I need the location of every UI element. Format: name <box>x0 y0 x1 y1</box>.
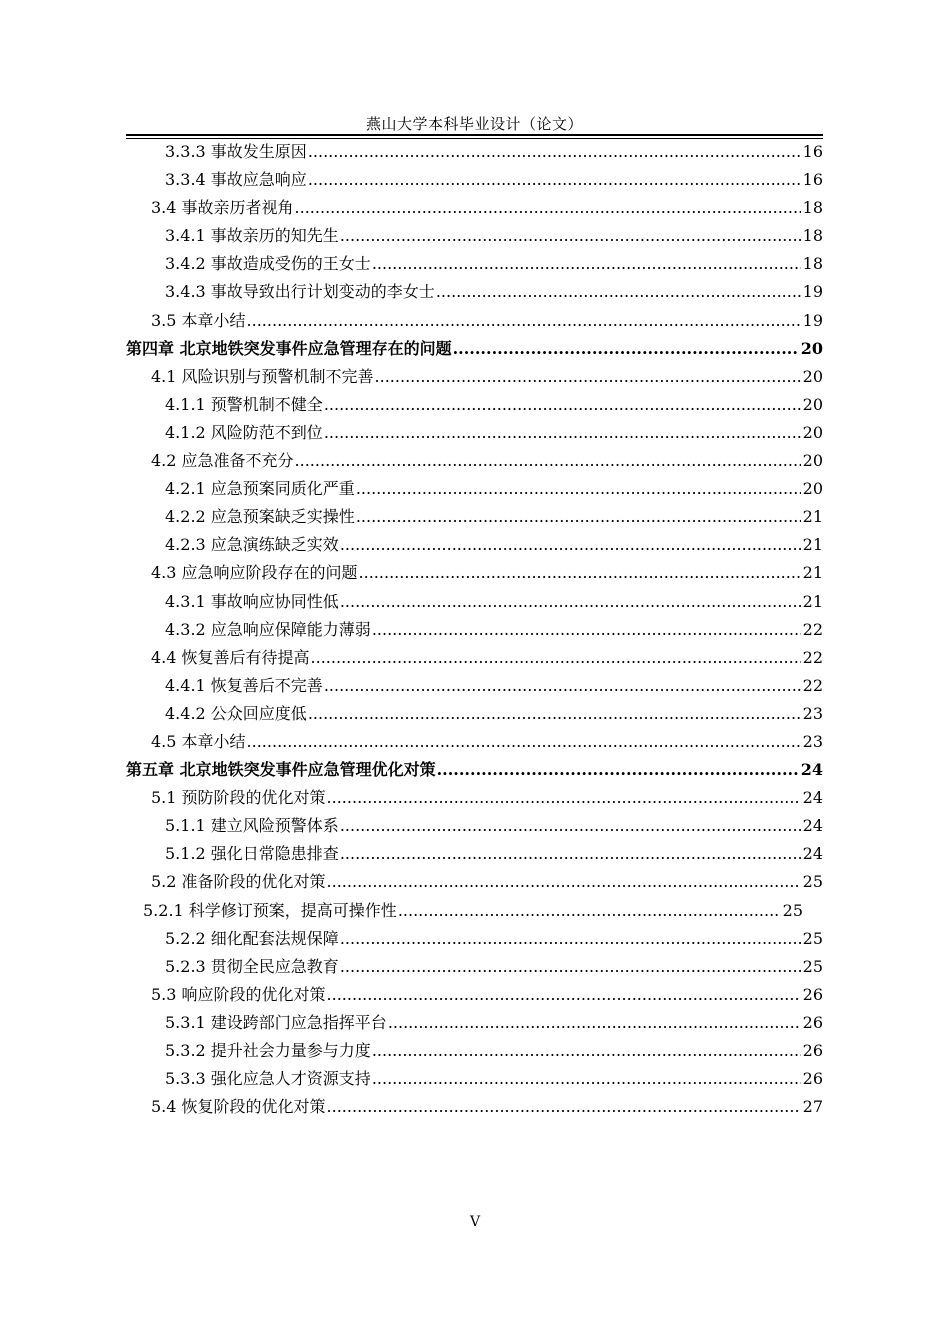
toc-entry[interactable] <box>126 138 823 166</box>
toc-entry-title: 4.3.2 应急响应保障能力薄弱 <box>165 619 371 639</box>
toc-entry-title: 5.1.2 强化日常隐患排查 <box>165 844 339 864</box>
toc-dot-leader <box>436 278 801 306</box>
toc-entry-title: 4.4 恢复善后有待提高 <box>151 647 310 667</box>
toc-entry-title: 5.3.2 提升社会力量参与力度 <box>165 1041 371 1060</box>
toc-dot-leader <box>327 981 801 1009</box>
toc-entry-title: 4.1.2 风险防范不到位 <box>165 422 323 442</box>
toc-dot-leader <box>324 672 801 700</box>
toc-entry-page: 27 <box>802 1097 823 1117</box>
toc-entry-title: 5.2.2 细化配套法规保障 <box>165 928 339 948</box>
toc-entry[interactable] <box>126 363 823 391</box>
toc-entry-title: 5.3.1 建设跨部门应急指挥平台 <box>165 1012 387 1032</box>
toc-dot-leader <box>308 138 801 166</box>
toc-dot-leader <box>308 700 801 728</box>
toc-dot-leader <box>388 1009 801 1037</box>
toc-entry-page: 16 <box>802 170 823 190</box>
toc-dot-leader <box>311 644 801 672</box>
toc-entry-page: 20 <box>800 338 823 358</box>
header-rule-thick <box>126 134 823 136</box>
toc-dot-leader <box>372 250 801 278</box>
toc-dot-leader <box>372 1065 801 1093</box>
toc-entry-page: 25 <box>802 872 823 892</box>
toc-entry[interactable] <box>126 672 823 700</box>
toc-entry-page: 18 <box>802 198 823 218</box>
toc-entry-page: 19 <box>802 310 823 330</box>
toc-entry-title: 5.2.1 科学修订预案，提高可操作性 <box>143 900 397 920</box>
toc-entry-title: 3.4.2 事故造成受伤的王女士 <box>165 254 371 274</box>
toc-dot-leader <box>295 447 801 475</box>
toc-entry[interactable] <box>126 644 823 672</box>
toc-dot-leader <box>340 840 801 868</box>
toc-entry-title: 5.1 预防阶段的优化对策 <box>151 788 326 808</box>
toc-entry[interactable] <box>126 391 823 419</box>
toc-entry[interactable] <box>126 1009 823 1037</box>
toc-dot-leader <box>327 784 801 812</box>
toc-dot-leader <box>327 1093 801 1121</box>
toc-dot-leader <box>308 166 801 194</box>
toc-dot-leader <box>247 728 801 756</box>
toc-entry-title: 4.2.2 应急预案缺乏实操性 <box>165 507 355 527</box>
toc-entry[interactable] <box>126 897 803 925</box>
toc-entry-page: 16 <box>802 142 823 161</box>
toc-dot-leader <box>340 925 801 953</box>
toc-entry-page: 20 <box>802 394 823 414</box>
toc-entry-title: 4.2.1 应急预案同质化严重 <box>165 479 355 499</box>
toc-entry-page: 26 <box>802 984 823 1004</box>
toc-entry-title: 3.4 事故亲历者视角 <box>151 198 294 218</box>
toc-entry[interactable] <box>126 1093 823 1121</box>
toc-entry-page: 18 <box>802 226 823 246</box>
toc-entry-page: 21 <box>802 535 823 555</box>
toc-entry-title: 4.3.1 事故响应协同性低 <box>165 591 339 611</box>
toc-dot-leader <box>437 756 799 784</box>
toc-entry-page: 25 <box>802 956 823 976</box>
toc-entry[interactable] <box>126 700 823 728</box>
toc-dot-leader <box>295 194 801 222</box>
toc-entry[interactable] <box>126 307 823 335</box>
toc-entry[interactable] <box>126 419 823 447</box>
toc-dot-leader <box>453 335 799 363</box>
toc-entry[interactable] <box>126 475 823 503</box>
toc-dot-leader <box>340 531 801 559</box>
toc-entry-title: 3.4.3 事故导致出行计划变动的李女士 <box>165 282 435 302</box>
toc-entry-page: 23 <box>802 731 823 751</box>
toc-entry-page: 18 <box>802 254 823 274</box>
toc-dot-leader <box>327 868 801 896</box>
toc-entry-page: 26 <box>802 1012 823 1032</box>
table-of-contents <box>126 138 823 1121</box>
toc-entry-page: 22 <box>802 619 823 639</box>
toc-entry-page: 26 <box>802 1069 823 1089</box>
toc-entry-page: 20 <box>802 479 823 499</box>
toc-entry-page: 24 <box>802 816 823 836</box>
toc-entry-title: 5.3.3 强化应急人才资源支持 <box>165 1069 371 1089</box>
toc-entry[interactable] <box>126 728 823 756</box>
toc-entry-title: 4.3 应急响应阶段存在的问题 <box>151 563 358 583</box>
toc-entry[interactable] <box>126 588 823 616</box>
toc-entry-page: 21 <box>802 507 823 527</box>
toc-dot-leader <box>372 1037 801 1065</box>
toc-dot-leader <box>398 897 781 925</box>
toc-entry-title: 5.2 准备阶段的优化对策 <box>151 872 326 892</box>
toc-dot-leader <box>356 503 801 531</box>
toc-dot-leader <box>359 559 801 587</box>
toc-entry-title: 4.2 应急准备不充分 <box>151 451 294 471</box>
toc-entry-title: 3.3.4 事故应急响应 <box>165 170 307 190</box>
toc-entry[interactable] <box>126 868 823 896</box>
toc-entry[interactable] <box>126 840 823 868</box>
toc-entry-page: 25 <box>782 900 803 920</box>
toc-entry[interactable] <box>126 222 823 250</box>
toc-entry[interactable] <box>126 756 823 784</box>
toc-entry-title: 5.4 恢复阶段的优化对策 <box>151 1097 326 1117</box>
toc-dot-leader <box>375 363 801 391</box>
toc-dot-leader <box>356 475 801 503</box>
toc-entry-page: 24 <box>802 844 823 864</box>
toc-entry-title: 4.1 风险识别与预警机制不完善 <box>151 366 374 386</box>
page-header-title: 燕山大学本科毕业设计（论文） <box>365 115 583 133</box>
toc-entry-page: 24 <box>802 788 823 808</box>
toc-entry[interactable] <box>126 166 823 194</box>
toc-entry-page: 22 <box>802 647 823 667</box>
toc-dot-leader <box>340 222 801 250</box>
toc-entry-title: 5.3 响应阶段的优化对策 <box>151 984 326 1004</box>
toc-entry[interactable] <box>126 447 823 475</box>
toc-entry[interactable] <box>126 812 823 840</box>
toc-entry[interactable] <box>126 194 823 222</box>
toc-entry-page: 20 <box>802 366 823 386</box>
toc-entry-title: 4.4.2 公众回应度低 <box>165 703 307 723</box>
toc-entry-title: 4.4.1 恢复善后不完善 <box>165 675 323 695</box>
toc-dot-leader <box>340 953 801 981</box>
toc-entry-title: 3.4.1 事故亲历的知先生 <box>165 226 339 246</box>
toc-entry[interactable] <box>126 953 823 981</box>
toc-entry[interactable] <box>126 531 823 559</box>
toc-entry-page: 25 <box>802 928 823 948</box>
toc-entry-title: 5.2.3 贯彻全民应急教育 <box>165 956 339 976</box>
toc-entry-page: 23 <box>802 703 823 723</box>
toc-dot-leader <box>247 307 801 335</box>
toc-entry-page: 20 <box>802 422 823 442</box>
toc-entry-title: 3.3.3 事故发生原因 <box>165 142 307 161</box>
toc-dot-leader <box>340 812 801 840</box>
toc-entry-title: 第四章 北京地铁突发事件应急管理存在的问题 <box>126 338 452 358</box>
toc-entry-page: 21 <box>802 563 823 583</box>
toc-entry-page: 21 <box>802 591 823 611</box>
toc-entry[interactable] <box>126 559 823 587</box>
toc-entry[interactable] <box>126 1037 823 1065</box>
toc-entry[interactable] <box>126 784 823 812</box>
toc-entry-page: 24 <box>800 760 823 780</box>
toc-entry[interactable] <box>126 1065 823 1093</box>
toc-entry-title: 4.5 本章小结 <box>151 731 246 751</box>
toc-dot-leader <box>324 419 801 447</box>
toc-entry[interactable] <box>126 616 823 644</box>
toc-entry[interactable] <box>126 278 823 306</box>
toc-entry-page: 20 <box>802 451 823 471</box>
toc-dot-leader <box>372 616 801 644</box>
toc-entry-title: 5.1.1 建立风险预警体系 <box>165 816 339 836</box>
page-number: V <box>469 1214 481 1230</box>
toc-entry[interactable] <box>126 250 823 278</box>
toc-entry-page: 22 <box>802 675 823 695</box>
toc-entry-title: 4.1.1 预警机制不健全 <box>165 394 323 414</box>
toc-entry[interactable] <box>126 503 823 531</box>
toc-dot-leader <box>324 391 801 419</box>
toc-entry-page: 26 <box>802 1041 823 1060</box>
toc-entry-title: 4.2.3 应急演练缺乏实效 <box>165 535 339 555</box>
toc-entry[interactable] <box>126 981 823 1009</box>
toc-entry-title: 3.5 本章小结 <box>151 310 246 330</box>
toc-entry-title: 第五章 北京地铁突发事件应急管理优化对策 <box>126 760 436 780</box>
toc-entry[interactable] <box>126 335 823 363</box>
toc-entry-page: 19 <box>802 282 823 302</box>
toc-entry[interactable] <box>126 925 823 953</box>
toc-dot-leader <box>340 588 801 616</box>
